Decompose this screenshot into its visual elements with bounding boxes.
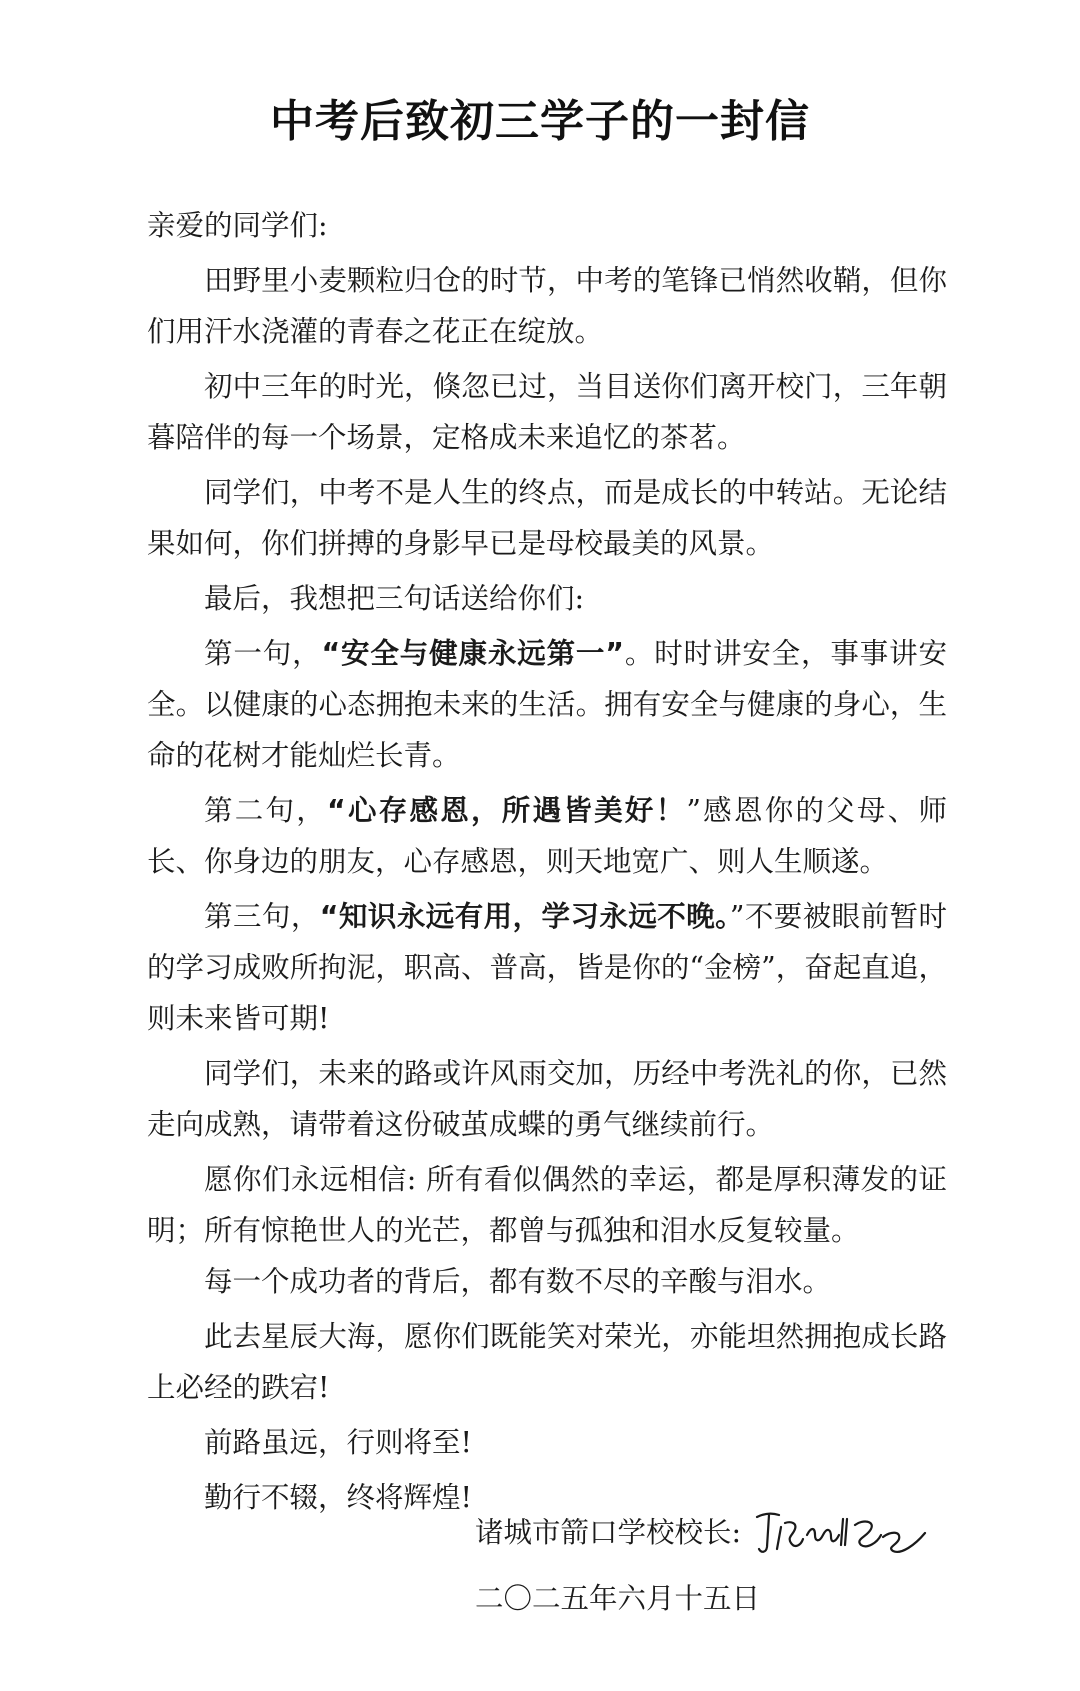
paragraph-9: 前路虽远，行则将至! bbox=[204, 1426, 472, 1459]
paragraph-1: 田野里小麦颗粒归仓的时节，中考的笔锋已悄然收鞘，但你们用汗水浇灌的青春之花正在绽放。 bbox=[147, 264, 947, 348]
signer-title: 诸城市箭口学校校长: bbox=[475, 1516, 742, 1549]
letter-date: 二〇二五年六月十五日 bbox=[475, 1582, 761, 1615]
salutation: 亲爱的同学们: bbox=[147, 209, 328, 242]
saying-1-quote: “安全与健康永远第一” bbox=[321, 637, 625, 670]
closing-block bbox=[475, 1505, 995, 1627]
handwritten-signature-icon bbox=[751, 1505, 931, 1561]
saying-3-quote: “知识永远有用，学习永远不晚。 bbox=[319, 900, 730, 933]
paragraph-8: 此去星辰大海，愿你们既能笑对荣光，亦能坦然拥抱成长路上必经的跌宕! bbox=[147, 1320, 947, 1404]
saying-2-quote: “心存感恩，所遇皆美好！ bbox=[327, 794, 687, 827]
paragraph-3: 同学们，中考不是人生的终点，而是成长的中转站。无论结果如何，你们拼搏的身影早已是母校最美的风景。 bbox=[147, 476, 947, 560]
saying-3-rest: ”不要被眼前暂时的学习成败所拘泥，职高、普高，皆是你的“金榜”，奋起直追，则未来皆可期! bbox=[147, 900, 947, 1035]
saying-1-lead: 第一句， bbox=[204, 637, 322, 670]
saying-2 bbox=[147, 785, 947, 887]
paragraph-7: 每一个成功者的背后，都有数不尽的辛酸与泪水。 bbox=[204, 1265, 832, 1298]
signer-row bbox=[475, 1505, 995, 1561]
saying-2-lead: 第二句， bbox=[204, 794, 328, 827]
saying-3 bbox=[147, 891, 947, 1044]
paragraph-2: 初中三年的时光，倏忽已过，当目送你们离开校门，三年朝暮陪伴的每一个场景，定格成未来追忆的茶茗。 bbox=[147, 370, 947, 454]
letter-title: 中考后致初三学子的一封信 bbox=[270, 96, 810, 147]
letter-body bbox=[147, 200, 947, 1527]
paragraph-10: 勤行不辍，终将辉煌! bbox=[204, 1481, 472, 1514]
saying-1 bbox=[147, 628, 947, 781]
saying-2-rest: ”感恩你的父母、师长、你身边的朋友，心存感恩，则天地宽广、则人生顺遂。 bbox=[147, 794, 947, 878]
paragraph-4: 最后，我想把三句话送给你们: bbox=[204, 582, 585, 615]
paragraph-6: 愿你们永远相信: 所有看似偶然的幸运，都是厚积薄发的证明；所有惊艳世人的光芒，都曾与孤独和泪水反复较量。 bbox=[147, 1163, 947, 1247]
saying-3-lead: 第三句， bbox=[204, 900, 320, 933]
paragraph-5: 同学们，未来的路或许风雨交加，历经中考洗礼的你，已然走向成熟，请带着这份破茧成蝶的勇气继续前行。 bbox=[147, 1057, 947, 1141]
saying-1-rest: 。时时讲安全，事事讲安全。以健康的心态拥抱未来的生活。拥有安全与健康的身心，生命的花树才能灿烂长青。 bbox=[147, 637, 947, 772]
